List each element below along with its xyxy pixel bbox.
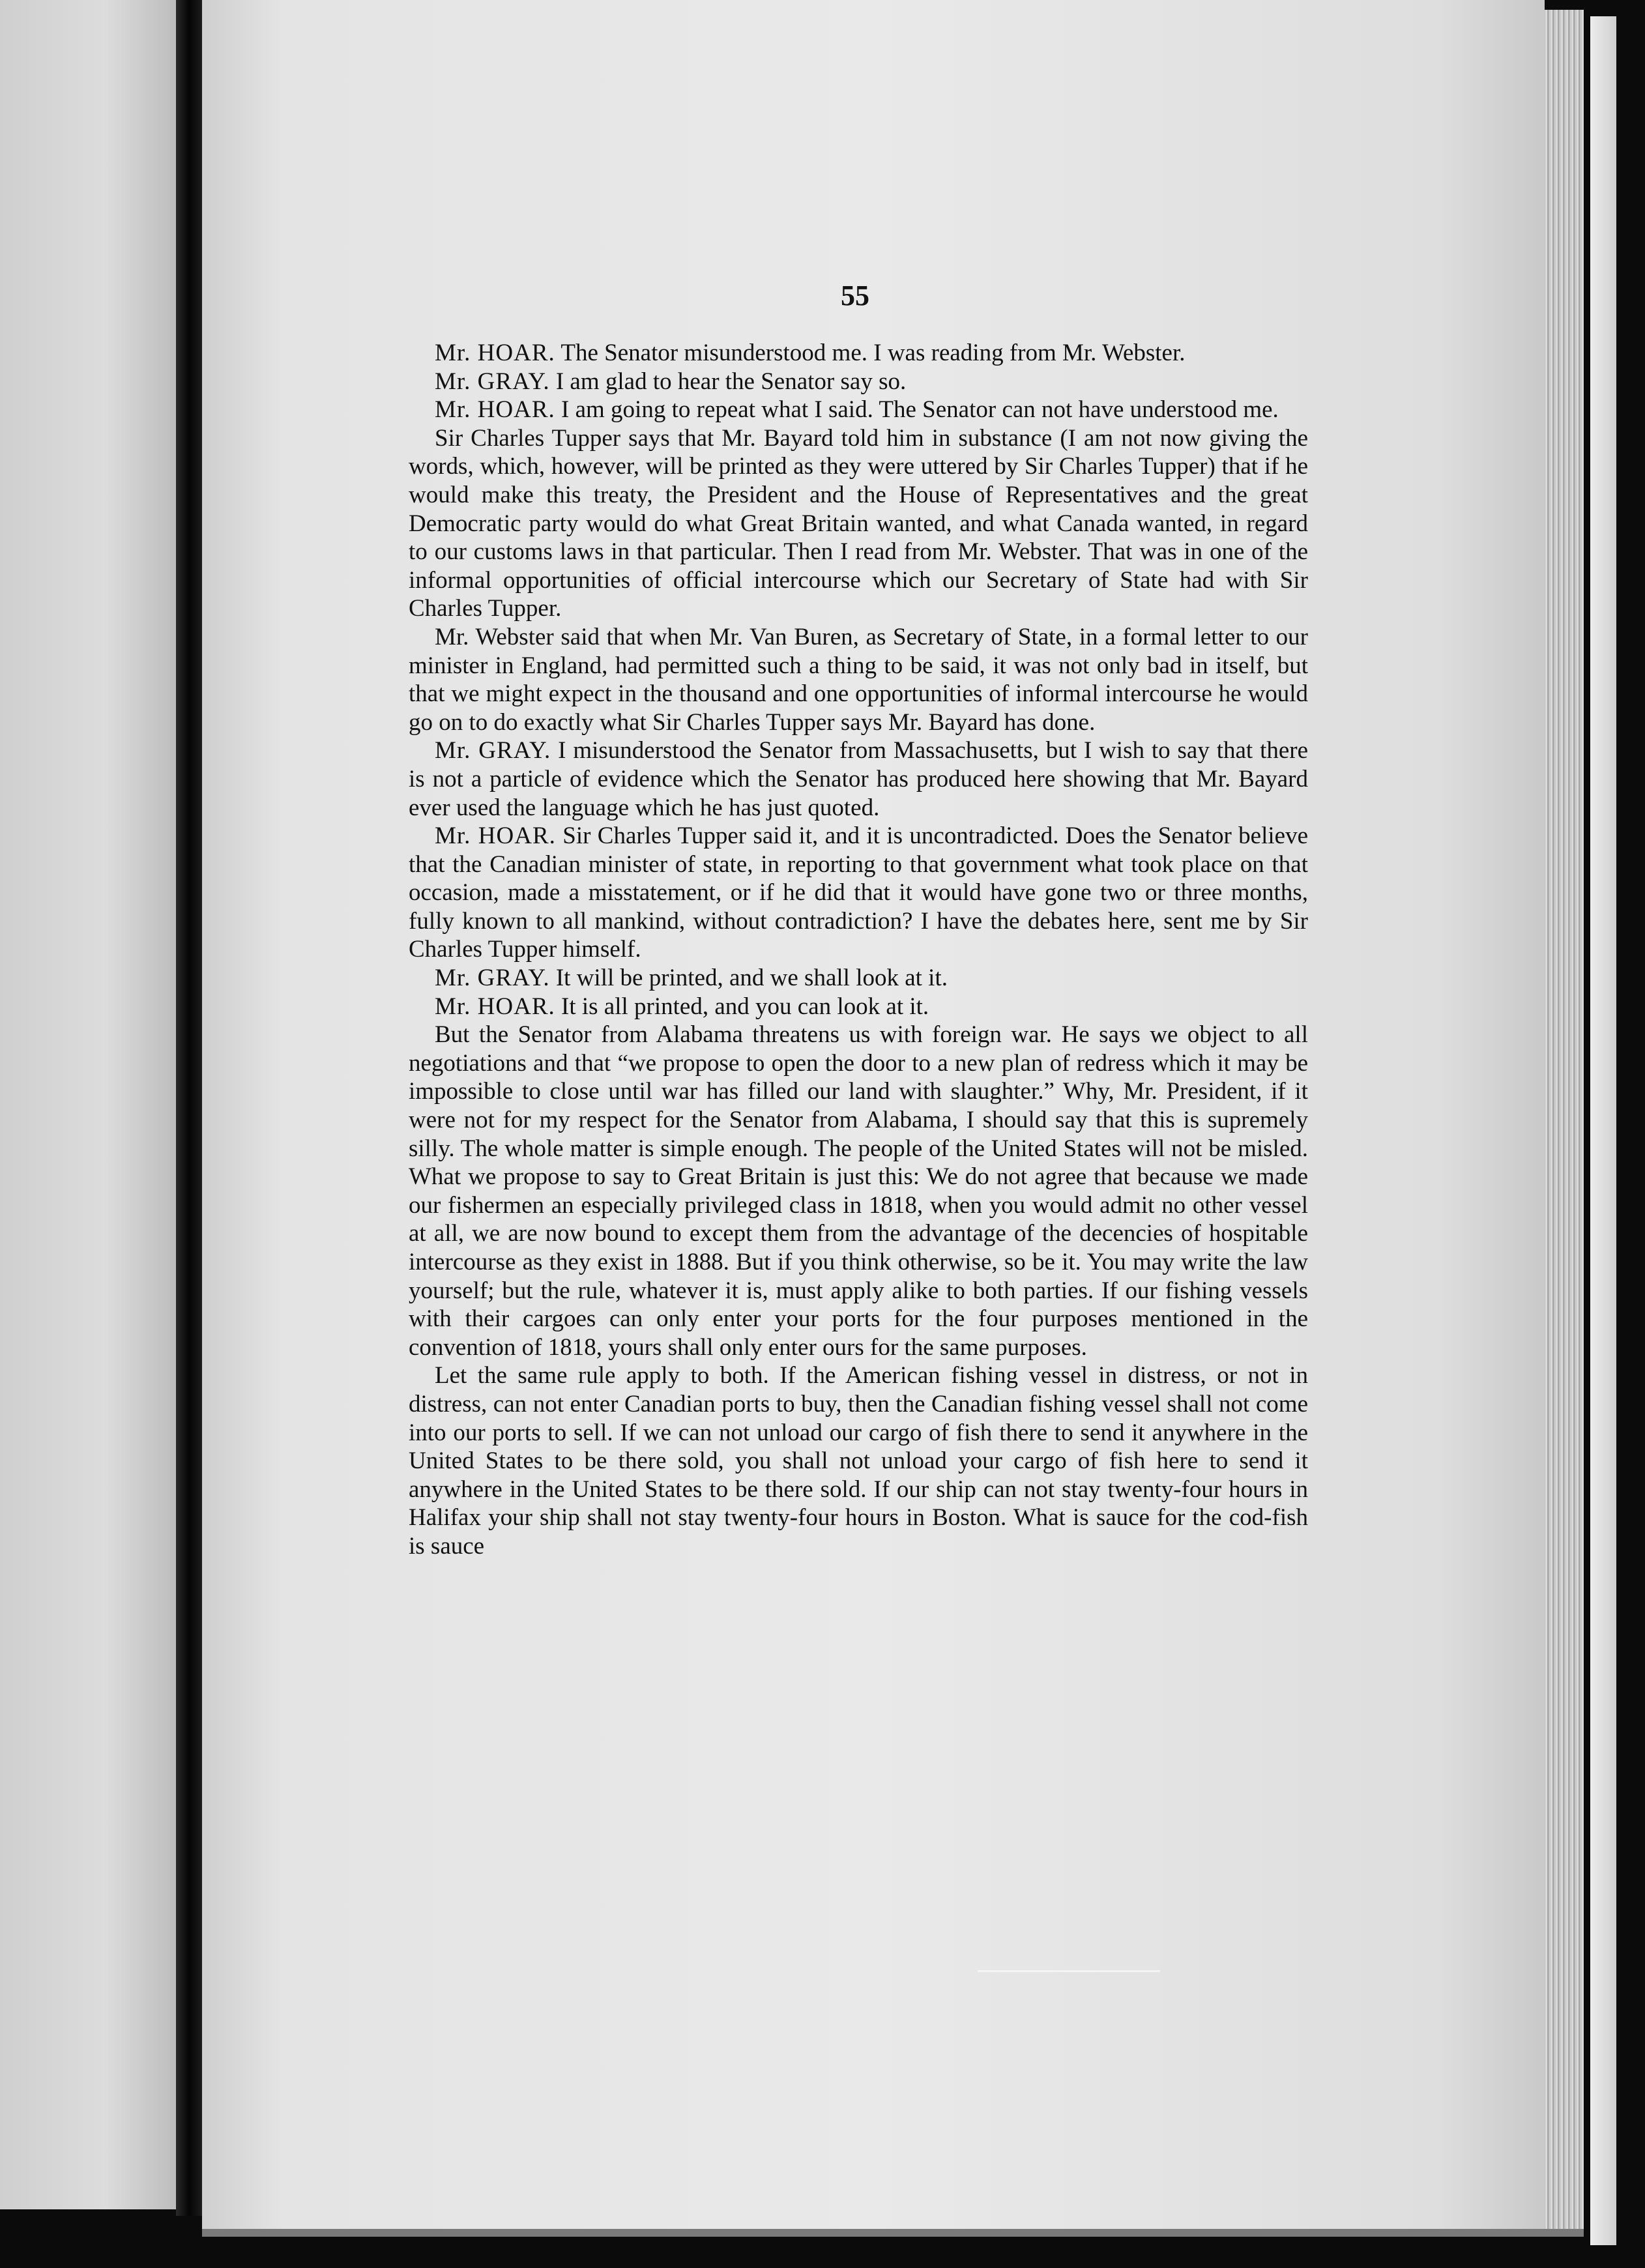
paragraph-text: The Senator misunderstood me. I was reading from Mr. Webster.: [560, 340, 1186, 366]
paragraph-3: [409, 396, 1308, 424]
paragraph-text: It is all printed, and you can look at it.: [561, 993, 929, 1020]
paragraph-11: [409, 1361, 1308, 1560]
speaker-label: Mr. GRAY.: [435, 368, 550, 395]
paragraph-text: Mr. Webster said that when Mr. Van Buren, as Secretary of State, in a formal letter to our minister in England, had permitted such a thing to be said, it was not only bad in itself, but that we might expect in the thousand and one opportunities of informal intercourse he would go on to do exactly what Sir Charles Tupper says Mr. Bayard has done.: [409, 623, 1308, 736]
speaker-label: Mr. HOAR.: [435, 340, 555, 366]
scan-artifact-line: [978, 1970, 1160, 1972]
book-gutter: [176, 0, 202, 2216]
paragraph-5: [409, 623, 1308, 736]
paragraph-text: But the Senator from Alabama threatens us with foreign war. He says we object to all negotiations and that “we propose to open the door to a new plan of redress which it may be impossible to close until war has filled our land with slaughter.” Why, Mr. President, if it were not for my respect for the Senator from Alabama, I should say that this is supremely silly. The whole matter is simple enough. The people of the United States will not be misled. What we propose to say to Great Britain is just this: We do not agree that because we made our fishermen an especially privileged class in 1818, when you would admit no other vessel at all, we are now bound to except them from the advantage of the decencies of hospitable intercourse as they exist in 1888. But if you think otherwise, so be it. You may write the law yourself; but the rule, whatever it is, must apply alike to both parties. If our fishing vessels with their cargoes can only enter your ports for the four purposes mentioned in the convention of 1818, yours shall only enter ours for the same purposes.: [409, 1021, 1308, 1361]
speaker-label: Mr. HOAR.: [435, 993, 555, 1020]
paragraph-text: Let the same rule apply to both. If the American fishing vessel in distress, or not in distress, can not enter Canadian ports to buy, then the Canadian fishing vessel shall not come into our ports to sell. If we can not unload our cargo of fish there to send it anywhere in the United States to be there sold, you shall not unload your cargo of fish here to send it anywhere in the United States to be there sold. If our ship can not stay twenty-four hours in Halifax your ship shall not stay twenty-four hours in Boston. What is sauce for the cod-fish is sauce: [409, 1362, 1308, 1560]
facing-page-edge: [0, 0, 176, 2209]
paragraph-text: I misunderstood the Senator from Massachusetts, but I wish to say that there is not a particle of evidence which the Senator has produced here showing that Mr. Bayard ever used the language which he has just quoted.: [409, 737, 1309, 821]
paragraph-7: [409, 822, 1308, 964]
paragraph-text: I am glad to hear the Senator say so.: [555, 368, 907, 395]
page-edges: [1545, 10, 1584, 2229]
paragraph-6: [409, 736, 1308, 822]
page-text-block: [409, 339, 1308, 1561]
paragraph-2: [409, 368, 1308, 396]
paragraph-text: It will be printed, and we shall look at it.: [555, 965, 948, 992]
speaker-label: Mr. GRAY.: [435, 737, 551, 764]
paragraph-text: Sir Charles Tupper said it, and it is uncontradicted. Does the Senator believe that the Canadian minister of state, in reporting to that government what took place on that occasion, made a misstatement, or if he did that it would have gone two or three months, fully known to all mankind, without contradiction? I have the debates here, sent me by Sir Charles Tupper himself.: [409, 822, 1309, 963]
speaker-label: Mr. HOAR.: [435, 822, 556, 850]
paragraph-text: Sir Charles Tupper says that Mr. Bayard told him in substance (I am not now giving the words, which, however, will be printed as they were uttered by Sir Charles Tupper) that if he would make this treaty, the President and the House of Representatives and the great Democratic party would do what Great Britain wanted, and what Canada wanted, in regard to our customs laws in that particular. Then I read from Mr. Webster. That was in one of the informal opportunities of official intercourse which our Secretary of State had with Sir Charles Tupper.: [409, 424, 1308, 622]
paragraph-8: [409, 964, 1308, 993]
right-margin-strip: [1590, 16, 1616, 2245]
page-number: 55: [841, 280, 869, 312]
paragraph-10: [409, 1021, 1308, 1361]
speaker-label: Mr. GRAY.: [435, 965, 550, 992]
paragraph-4: [409, 424, 1308, 623]
paragraph-1: [409, 339, 1308, 368]
speaker-label: Mr. HOAR.: [435, 396, 555, 424]
paragraph-9: [409, 993, 1308, 1021]
paragraph-text: I am going to repeat what I said. The Senator can not have understood me.: [561, 396, 1279, 424]
page-bottom-edge: [202, 2229, 1584, 2237]
